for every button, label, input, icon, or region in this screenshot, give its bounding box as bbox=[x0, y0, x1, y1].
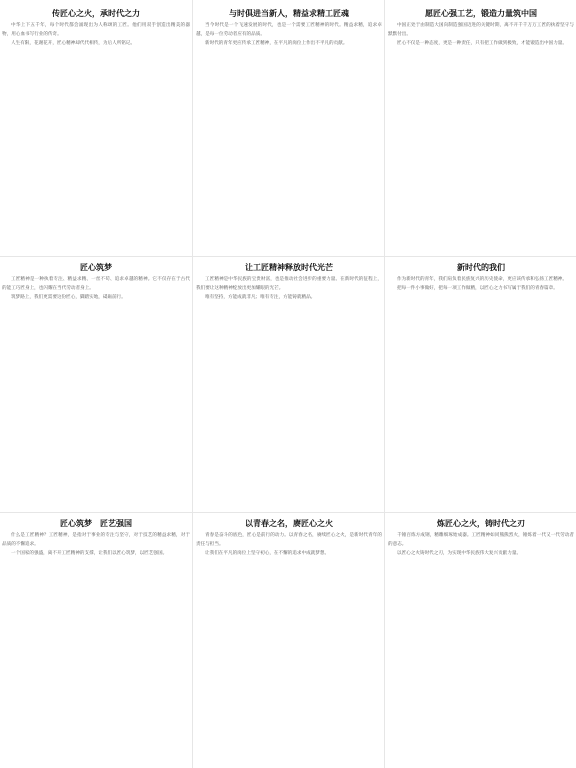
article-paragraph: 青春是奋斗的底色，匠心是前行的动力。以青春之名，赓续匠心之火，是新时代青年的责任与担当。 bbox=[196, 533, 382, 547]
article-paragraph: 什么是工匠精神？工匠精神，是指对于事业的专注与坚守，对于技艺的精益求精，对于品质的不懈追求。 bbox=[2, 533, 190, 547]
article-paragraph: 千锤百炼方成钢，精雕细琢始成器。工匠精神如同熊熊烈火，锤炼着一代又一代劳动者的意志。 bbox=[388, 533, 574, 547]
column-divider bbox=[192, 0, 193, 768]
article-title: 匠心筑梦 bbox=[80, 263, 112, 272]
row-divider bbox=[0, 256, 576, 257]
column-divider bbox=[384, 0, 385, 768]
article-paragraph: 人生有限，花谢花开，匠心精神却代代相传，为后人所铭记。 bbox=[11, 40, 136, 46]
article-1 bbox=[0, 8, 192, 254]
article-7 bbox=[0, 518, 192, 766]
article-paragraph: 匠心不仅是一种态度，更是一种责任，只有把工作做到极致，才能锻造出中国力量。 bbox=[397, 40, 567, 46]
article-8 bbox=[194, 518, 384, 766]
article-title: 以青春之名，赓匠心之火 bbox=[245, 519, 333, 528]
article-title: 与时俱进当新人，精益求精工匠魂 bbox=[229, 9, 349, 18]
article-paragraph: 以匠心之火铸时代之刃，为实现中华民族伟大复兴贡献力量。 bbox=[397, 550, 522, 556]
article-paragraph: 工匠精神是一种执着专注、精益求精、一丝不苟、追求卓越的精神。它不仅存在于古代的能工巧匠身上，也闪耀在当代劳动者身上。 bbox=[2, 277, 190, 291]
article-paragraph: 新时代的青年更应传承工匠精神，在平凡的岗位上作出不平凡的贡献。 bbox=[205, 40, 348, 46]
article-paragraph: 让我们在平凡的岗位上坚守初心，在不懈的追求中成就梦想。 bbox=[205, 550, 330, 556]
article-title: 传匠心之火，承时代之力 bbox=[52, 9, 140, 18]
article-title: 炼匠心之火，铸时代之刃 bbox=[437, 519, 525, 528]
row-divider bbox=[0, 512, 576, 513]
article-paragraph: 把每一件小事做好，把每一项工作做精，以匠心之力书写属于我们的青春篇章。 bbox=[397, 285, 558, 291]
article-paragraph: 作为新时代的青年，我们肩负着民族复兴的历史使命，更应该传承和弘扬工匠精神。 bbox=[397, 277, 567, 282]
article-paragraph: 当今时代是一个飞速发展的时代，也是一个需要工匠精神的时代。精益求精，追求卓越，是每一位劳动者应有的品质。 bbox=[196, 23, 382, 37]
article-title: 愿匠心强工艺，锻造力量筑中国 bbox=[425, 9, 537, 18]
article-paragraph: 一个国家的强盛，离不开工匠精神的支撑，让我们以匠心筑梦，以匠艺强国。 bbox=[11, 550, 168, 556]
article-title: 让工匠精神释放时代光芒 bbox=[245, 263, 333, 272]
article-9 bbox=[386, 518, 576, 766]
article-paragraph: 唯有坚持，方能成就非凡；唯有专注，方能铸就精品。 bbox=[205, 294, 316, 300]
article-4 bbox=[0, 262, 192, 510]
article-paragraph: 中华上下五千年，每个时代都会涌现出为人称颂的工匠。他们用双手创造出精美的器物，用心血书写行业的传奇。 bbox=[2, 23, 190, 37]
article-paragraph: 工匠精神是中华民族的宝贵财富，也是推动社会进步的重要力量。在新时代的征程上，我们要让这种精神绽放出更加耀眼的光芒。 bbox=[196, 277, 382, 291]
article-paragraph: 中国正处于由制造大国向制造强国迈进的关键时期，离不开千千万万工匠的执着坚守与默默付出。 bbox=[388, 23, 574, 37]
article-6 bbox=[386, 262, 576, 510]
article-5 bbox=[194, 262, 384, 510]
article-2 bbox=[194, 8, 384, 254]
article-title: 新时代的我们 bbox=[457, 263, 505, 272]
article-title: 匠心筑梦 匠艺强国 bbox=[60, 519, 132, 528]
article-paragraph: 筑梦路上，我们更需要这份匠心，脚踏实地，砥砺前行。 bbox=[11, 294, 126, 300]
article-3 bbox=[386, 8, 576, 254]
